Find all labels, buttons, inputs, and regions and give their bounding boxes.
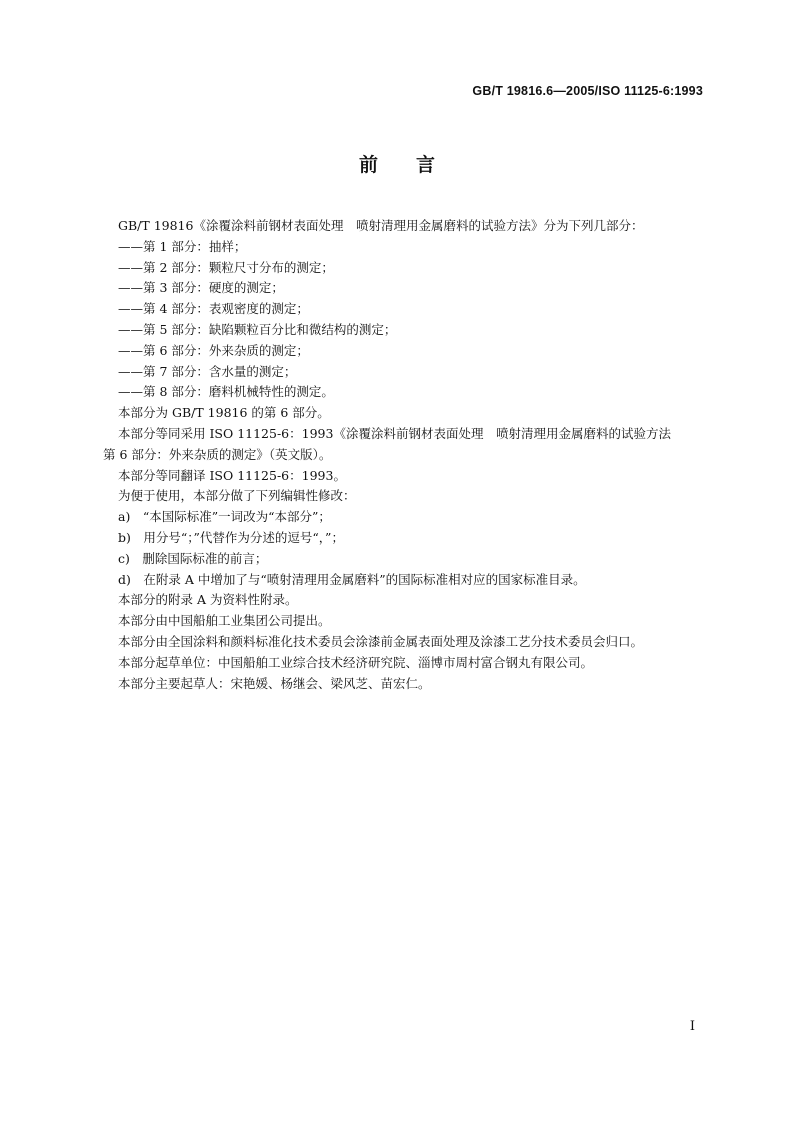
paragraph-continuation: 第 6 部分：外来杂质的测定》（英文版）。 (103, 446, 332, 462)
part-list-item: ——第 6 部分：外来杂质的测定； (118, 342, 309, 358)
paragraph-line: 为便于使用，本部分做了下列编辑性修改： (118, 488, 356, 504)
paragraph-line: 本部分等同采用 ISO 11125-6：1993《涂覆涂料前钢材表面处理 喷射清理用金属磨料的试验方法 (118, 425, 671, 441)
part-list-item: ——第 3 部分：硬度的测定； (118, 280, 284, 296)
edit-list-item: d) 在附录 A 中增加了与“喷射清理用金属磨料”的国际标准相对应的国家标准目录。 (118, 571, 586, 587)
paragraph-line: 本部分起草单位：中国船舶工业综合技术经济研究院、淄博市周村富合钢丸有限公司。 (118, 654, 594, 670)
paragraph-line: 本部分主要起草人：宋艳媛、杨继会、梁风芝、苗宏仁。 (118, 675, 431, 691)
paragraph-line: 本部分由中国船舶工业集团公司提出。 (118, 613, 331, 629)
paragraph-line: 本部分等同翻译 ISO 11125-6：1993。 (118, 467, 346, 483)
standard-code-header: GB/T 19816.6—2005/ISO 11125-6:1993 (472, 84, 703, 98)
part-list-item: ——第 7 部分：含水量的测定； (118, 363, 297, 379)
paragraph-line: 本部分的附录 A 为资料性附录。 (118, 592, 298, 608)
edit-list-item: c) 删除国际标准的前言； (118, 550, 268, 566)
foreword-body (103, 216, 705, 694)
paragraph-line: 本部分由全国涂料和颜料标准化技术委员会涂漆前金属表面处理及涂漆工艺分技术委员会归口。 (118, 633, 644, 649)
page-number: I (689, 1019, 695, 1034)
edit-list-item: b) 用分号“；”代替作为分述的逗号“，”； (118, 529, 344, 545)
part-list-item: ——第 1 部分：抽样； (118, 238, 247, 254)
paragraph-line: 本部分为 GB/T 19816 的第 6 部分。 (118, 405, 330, 421)
part-list-item: ——第 4 部分：表观密度的测定； (118, 301, 309, 317)
part-list-item: ——第 5 部分：缺陷颗粒百分比和微结构的测定； (118, 321, 397, 337)
page-title: 前言 (358, 154, 473, 176)
part-list-item: ——第 8 部分：磨料机械特性的测定。 (118, 384, 334, 400)
part-list-item: ——第 2 部分：颗粒尺寸分布的测定； (118, 259, 334, 275)
edit-list-item: a) “本国际标准”一词改为“本部分”； (118, 509, 331, 525)
paragraph-line: GB/T 19816《涂覆涂料前钢材表面处理 喷射清理用金属磨料的试验方法》分为下列几部分： (118, 218, 644, 233)
